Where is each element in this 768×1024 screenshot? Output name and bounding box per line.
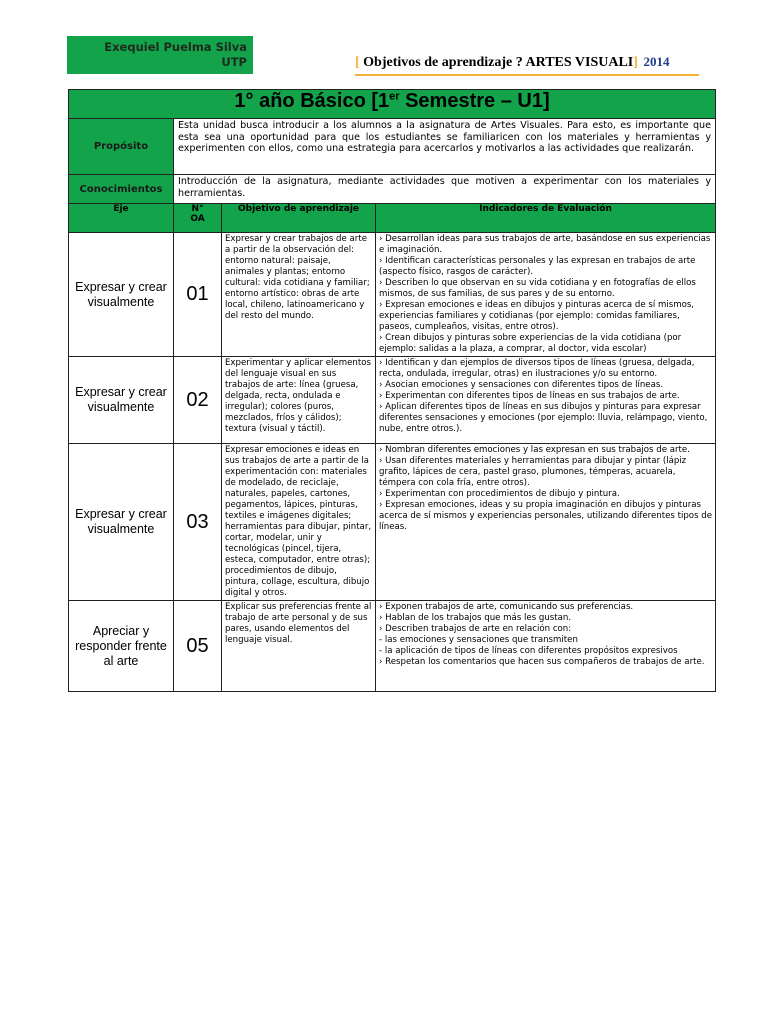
header-oa: N° OA: [174, 204, 222, 233]
oa-number: 05: [174, 601, 222, 692]
oa-number: 02: [174, 357, 222, 444]
conocimientos-row: [69, 175, 716, 204]
indicator-item: › Respetan los comentarios que hacen sus compañeros de trabajos de arte.: [379, 657, 705, 667]
author-name: Exequiel Puelma Silva: [104, 40, 247, 54]
indicator-item: › Nombran diferentes emociones y las expresan en sus trabajos de arte.: [379, 445, 690, 455]
indicator-item: › Usan diferentes materiales y herramientas para dibujar y pintar (lápiz grafito, lápices de cera, pastel graso, plumones, témperas, acuarela, témpera con cola fría, entre otros).: [379, 456, 687, 488]
author-box: [67, 36, 253, 74]
table-row: [69, 233, 716, 357]
header-indicadores: Indicadores de Evaluación: [376, 204, 716, 233]
indicadores-cell: [376, 601, 716, 692]
bracket-open: [: [355, 55, 360, 70]
lesson-plan-table: [68, 89, 716, 692]
indicator-item: › Expresan emociones, ideas y su propia imaginación en dibujos y pinturas acerca de sí mismos y experiencias personales, utilizando diferentes tipos de líneas.: [379, 500, 713, 532]
indicator-item: › Identifican y dan ejemplos de diversos tipos de líneas (gruesa, delgada, recta, ondulada, irregular, otras) en ilustraciones y/o su entorno.: [379, 358, 695, 379]
header-eje: Eje: [69, 204, 174, 233]
indicator-item: › Identifican características personales y las expresan en trabajos de arte (aspecto físico, rasgos de carácter).: [379, 256, 696, 277]
indicadores-cell: [376, 233, 716, 357]
document-header: [355, 54, 669, 71]
objetivo-cell: Experimentar y aplicar elementos del lenguaje visual en sus trabajos de arte: línea (gruesa, delgada, recta, ondulada e irregular); colores (puros, mezclados, fríos y cálidos); textura (visual y táctil).: [222, 357, 376, 444]
indicator-item: › Desarrollan ideas para sus trabajos de arte, basándose en sus experiencias e imaginación.: [379, 234, 711, 255]
document-year: 2014: [643, 54, 670, 69]
header-objetivo: Objetivo de aprendizaje: [222, 204, 376, 233]
table-row: [69, 601, 716, 692]
indicator-item: › Exponen trabajos de arte, comunicando sus preferencias.: [379, 602, 634, 612]
table-row: [69, 444, 716, 601]
indicator-item: - la aplicación de tipos de líneas con diferentes propósitos expresivos: [379, 646, 678, 656]
indicator-item: - las emociones y sensaciones que transmiten: [379, 635, 578, 645]
indicator-item: › Expresan emociones e ideas en dibujos y pinturas acerca de sí mismos, experiencias familiares y cotidianas (por ejemplo: comidas familiares, paseos, cumpleaños, visitas, entre otros).: [379, 300, 695, 332]
indicator-item: › Aplican diferentes tipos de líneas en sus dibujos y pinturas para expresar diferentes sensaciones y emociones (por ejemplo: lluvia, relámpago, viento, nube, entre otros.).: [379, 402, 708, 434]
conocimientos-text: Introducción de la asignatura, mediante actividades que motiven a experimentar con los materiales y herramientas.: [174, 175, 716, 204]
conocimientos-label: Conocimientos: [69, 175, 174, 204]
eje-cell: Expresar y crear visualmente: [69, 444, 174, 601]
proposito-label: Propósito: [69, 119, 174, 175]
objetivo-cell: Expresar emociones e ideas en sus trabajos de arte a partir de la experimentación con: materiales de modelado, de reciclaje, naturales, papeles, cartones, pegamentos, lápices, pinturas, textiles e imágenes digitales; herramientas para dibujar, pintar, cortar, modelar, unir y tecnológicas (pincel, tijera, esteca, computador, entre otras); procedimientos de dibujo, pintura, collage, escultura, dibujo digital y otros.: [222, 444, 376, 601]
proposito-row: [69, 119, 716, 175]
header-underline: [355, 74, 699, 76]
bracket-close: ]: [633, 55, 638, 70]
oa-number: 01: [174, 233, 222, 357]
indicator-item: › Experimentan con procedimientos de dibujo y pintura.: [379, 489, 620, 499]
oa-number: 03: [174, 444, 222, 601]
proposito-text: Esta unidad busca introducir a los alumnos a la asignatura de Artes Visuales. Para esto, es importante que esta sea una oportunidad para que los estudiantes se familiaricen con los materiales y herramientas y experimenten con ellos, como una estrategia para acercarlos y motivarlos a las actividades que realizarán.: [174, 119, 716, 175]
indicator-item: › Describen lo que observan en su vida cotidiana y en fotografías de ellos mismos, de sus familias, de sus pares y de su entorno.: [379, 278, 696, 299]
table-title-row: [69, 90, 716, 119]
objetivo-cell: Expresar y crear trabajos de arte a partir de la observación del: entorno natural: paisaje, animales y plantas; entorno cultural: vida cotidiana y familiar; entorno artístico: obras de arte local, chileno, latinoamericano y del resto del mundo.: [222, 233, 376, 357]
indicadores-cell: [376, 444, 716, 601]
column-header-row: [69, 204, 716, 233]
objetivo-cell: Explicar sus preferencias frente al trabajo de arte personal y de sus pares, usando elementos del lenguaje visual.: [222, 601, 376, 692]
indicator-item: › Asocian emociones y sensaciones con diferentes tipos de líneas.: [379, 380, 664, 390]
table-row: [69, 357, 716, 444]
indicator-item: › Hablan de los trabajos que más les gustan.: [379, 613, 572, 623]
indicator-item: › Crean dibujos y pinturas sobre experiencias de la vida cotidiana (por ejemplo: salidas a la plaza, a comprar, al doctor, vida escolar): [379, 333, 682, 354]
eje-cell: Apreciar y responder frente al arte: [69, 601, 174, 692]
eje-cell: Expresar y crear visualmente: [69, 233, 174, 357]
document-title: Objetivos de aprendizaje ? ARTES VISUALI: [363, 55, 634, 70]
eje-cell: Expresar y crear visualmente: [69, 357, 174, 444]
indicator-item: › Describen trabajos de arte en relación con:: [379, 624, 572, 634]
indicator-item: › Experimentan con diferentes tipos de líneas en sus trabajos de arte.: [379, 391, 680, 401]
table-title: 1° año Básico [1er Semestre – U1]: [69, 90, 716, 119]
author-unit: UTP: [221, 55, 247, 69]
indicadores-cell: [376, 357, 716, 444]
